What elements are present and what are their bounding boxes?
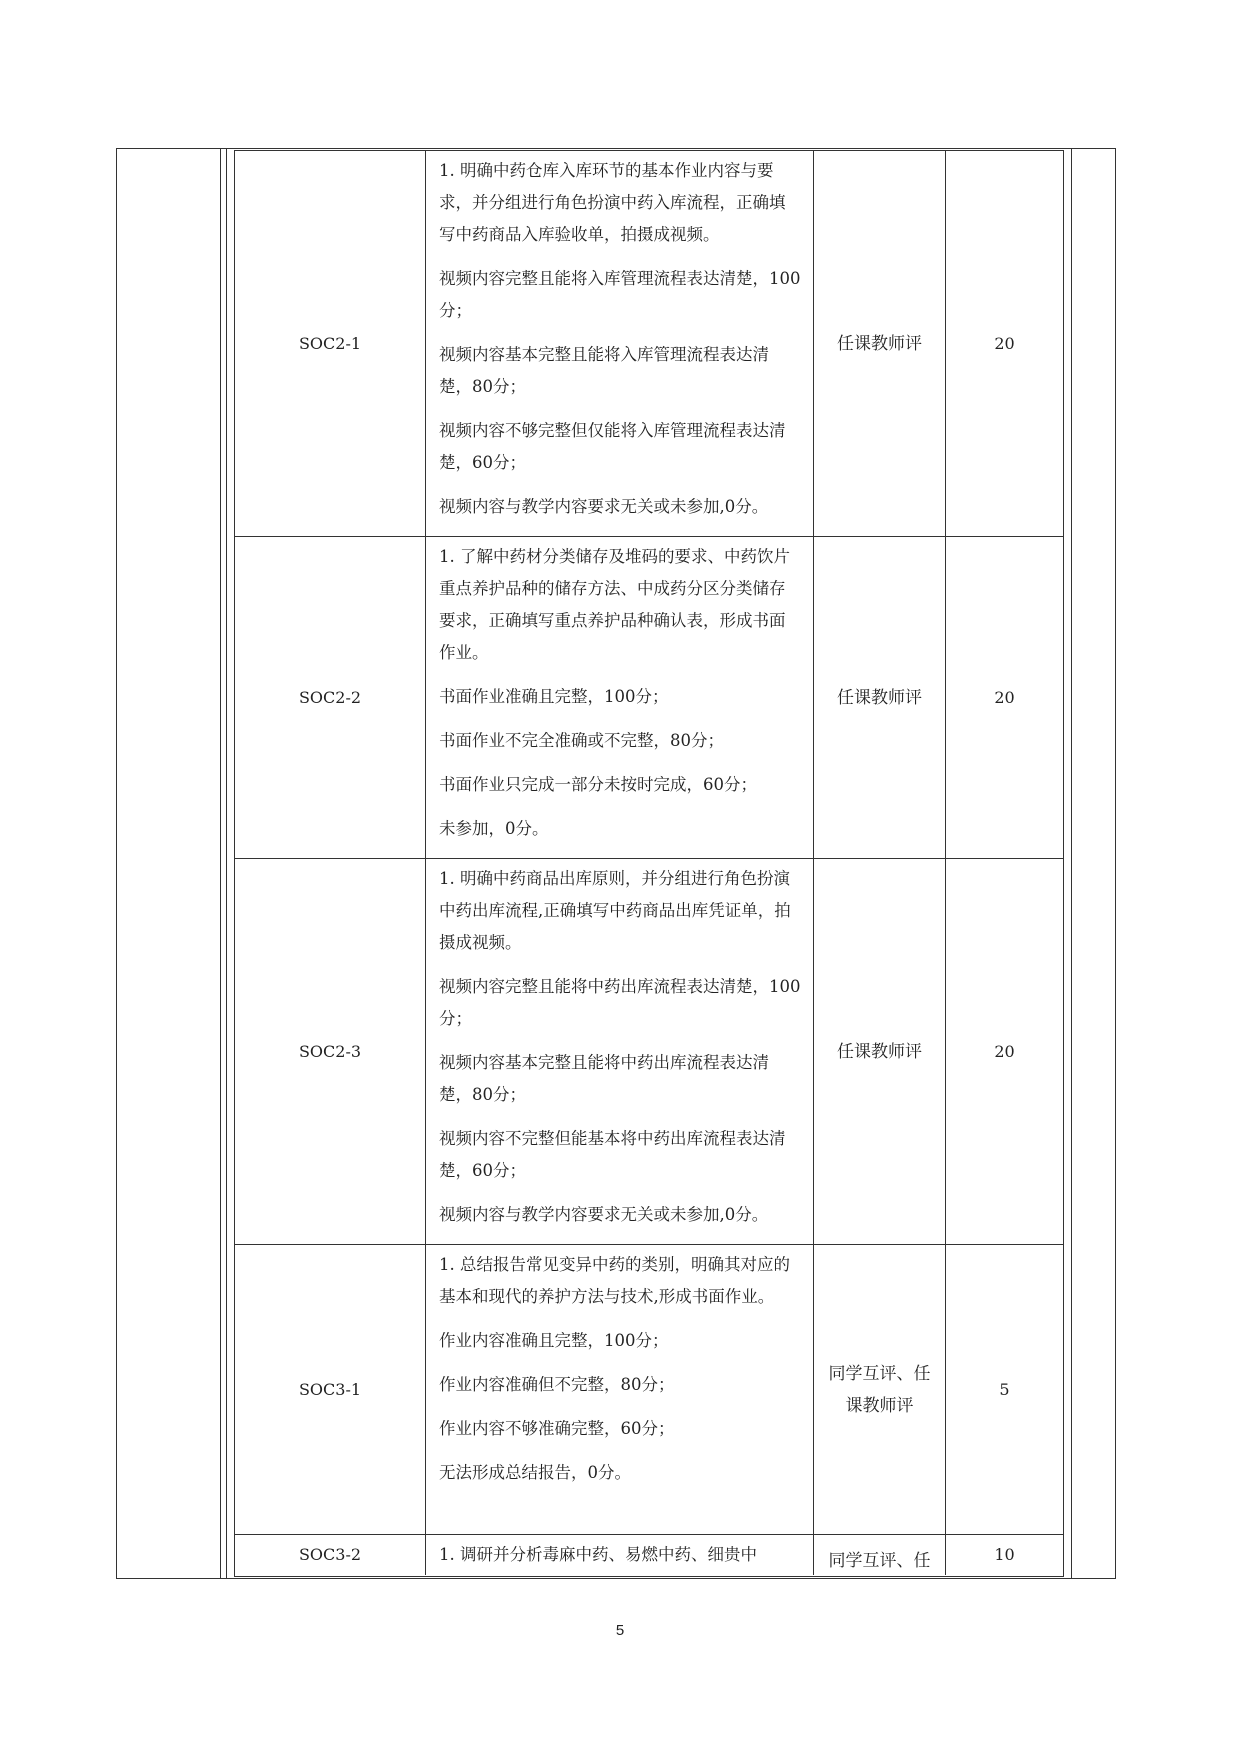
weight: 20 — [994, 688, 1015, 707]
description-paragraph: 视频内容基本完整且能将入库管理流程表达清楚，80分； — [439, 345, 769, 396]
description-paragraph: 1. 了解中药材分类储存及堆码的要求、中药饮片重点养护品种的储存方法、中成药分区分类储存要求，正确填写重点养护品种确认表，形成书面作业。 — [439, 547, 790, 662]
objective-code: SOC2-1 — [235, 151, 426, 536]
weight: 20 — [994, 334, 1015, 353]
description-paragraph: 视频内容与教学内容要求无关或未参加,0分。 — [439, 497, 769, 516]
evaluator: 同学互评、任 — [814, 1535, 946, 1575]
description-paragraph: 书面作业只完成一部分未按时完成，60分； — [439, 775, 757, 794]
weight: 10 — [994, 1545, 1015, 1564]
table-row — [235, 1245, 1063, 1535]
outer-column-divider-2 — [226, 148, 227, 1579]
assessment-description — [426, 151, 814, 536]
assessment-description — [426, 1535, 814, 1575]
objective-code: SOC3-1 — [235, 1245, 426, 1534]
evaluator: 同学互评、任课教师评 — [814, 1245, 946, 1534]
assessment-description — [426, 859, 814, 1244]
description-paragraph: 无法形成总结报告，0分。 — [439, 1463, 631, 1482]
description-paragraph: 1. 明确中药仓库入库环节的基本作业内容与要求，并分组进行角色扮演中药入库流程，正确填写中药商品入库验收单，拍摄成视频。 — [439, 161, 786, 244]
description-paragraph: 1. 总结报告常见变异中药的类别，明确其对应的基本和现代的养护方法与技术,形成书面作业。 — [439, 1255, 790, 1306]
page-number: 5 — [615, 1622, 625, 1639]
description-paragraph: 视频内容不够完整但仅能将入库管理流程表达清楚，60分； — [439, 421, 786, 472]
description-paragraph: 书面作业不完全准确或不完整，80分； — [439, 731, 724, 750]
outer-column-divider-1 — [220, 148, 221, 1579]
evaluator: 任课教师评 — [814, 151, 946, 536]
description-paragraph: 1. 调研并分析毒麻中药、易燃中药、细贵中 — [439, 1545, 757, 1564]
description-paragraph: 视频内容与教学内容要求无关或未参加,0分。 — [439, 1205, 769, 1224]
table-row — [235, 859, 1063, 1245]
table-row — [235, 537, 1063, 859]
outer-column-divider-3 — [1071, 148, 1072, 1579]
assessment-table — [234, 150, 1064, 1577]
objective-code: SOC2-3 — [235, 859, 426, 1244]
weight: 20 — [994, 1042, 1015, 1061]
description-paragraph: 作业内容准确但不完整，80分； — [439, 1375, 675, 1394]
description-paragraph: 视频内容完整且能将入库管理流程表达清楚，100分； — [439, 269, 801, 320]
description-paragraph: 1. 明确中药商品出库原则，并分组进行角色扮演中药出库流程,正确填写中药商品出库凭证单，拍摄成视频。 — [439, 869, 791, 952]
evaluator: 任课教师评 — [814, 859, 946, 1244]
description-paragraph: 作业内容准确且完整，100分； — [439, 1331, 669, 1350]
assessment-description — [426, 1245, 814, 1534]
description-paragraph: 视频内容完整且能将中药出库流程表达清楚，100分； — [439, 977, 801, 1028]
table-row — [235, 151, 1063, 537]
objective-code: SOC2-2 — [235, 537, 426, 858]
description-paragraph: 作业内容不够准确完整，60分； — [439, 1419, 675, 1438]
description-paragraph: 未参加，0分。 — [439, 819, 549, 838]
weight: 5 — [999, 1380, 1010, 1399]
evaluator: 任课教师评 — [814, 537, 946, 858]
description-paragraph: 视频内容基本完整且能将中药出库流程表达清楚，80分； — [439, 1053, 769, 1104]
description-paragraph: 视频内容不完整但能基本将中药出库流程表达清楚，60分； — [439, 1129, 786, 1180]
description-paragraph: 书面作业准确且完整，100分； — [439, 687, 669, 706]
assessment-description — [426, 537, 814, 858]
objective-code: SOC3-2 — [235, 1535, 426, 1575]
table-row — [235, 1535, 1063, 1575]
